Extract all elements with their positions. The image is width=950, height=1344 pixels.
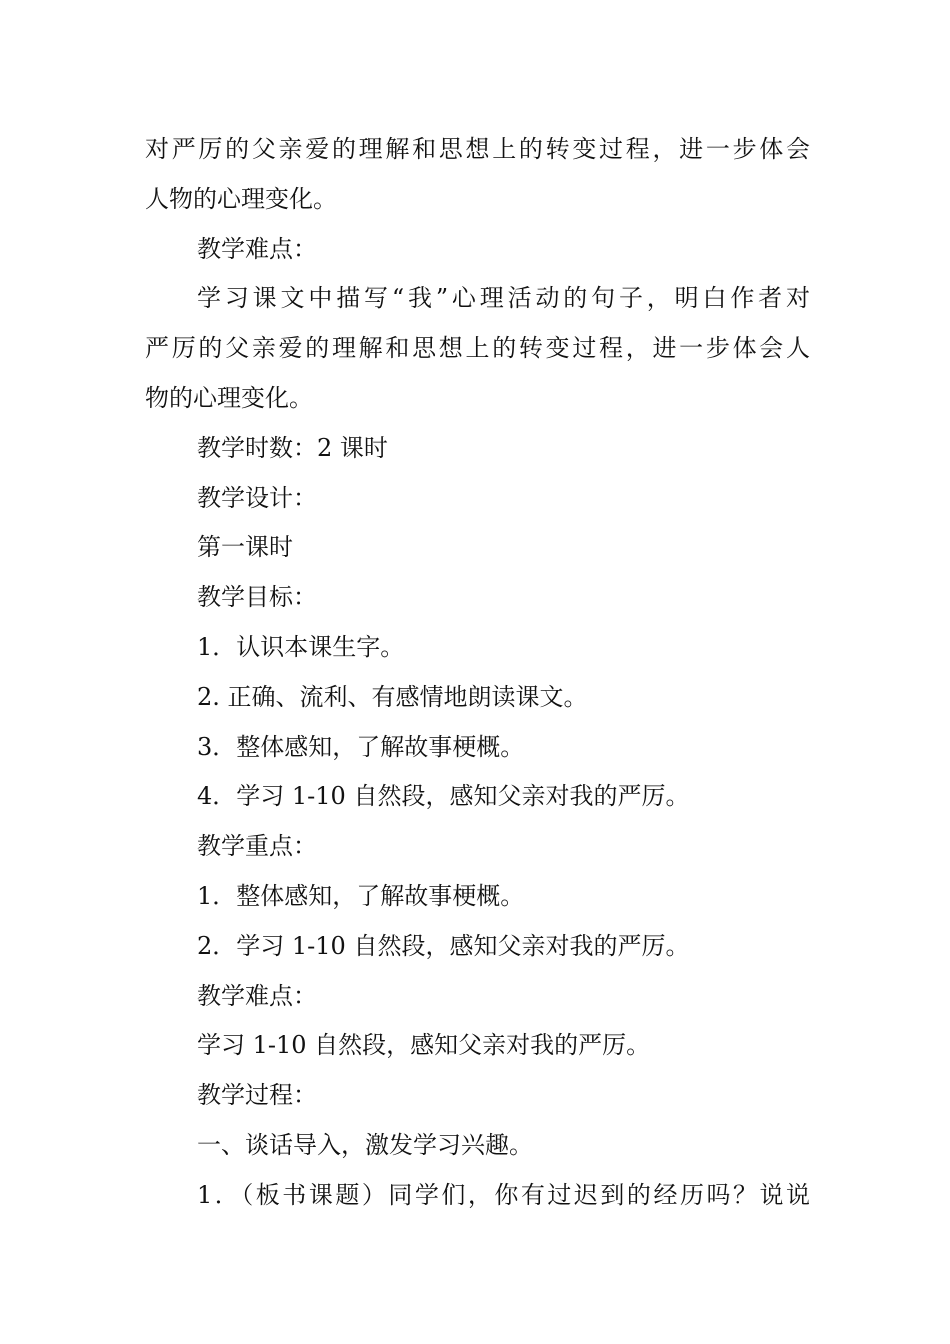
- section-heading: 教学难点：: [197, 234, 317, 263]
- paragraph-line: 严厉的父亲爱的理解和思想上的转变过程，进一步体会人: [145, 334, 810, 363]
- document-body: [145, 125, 810, 1221]
- paragraph-line: 1．（板书课题）同学们，你有过迟到的经历吗？说说: [197, 1180, 810, 1209]
- paragraph-line: 学习 1-10 自然段，感知父亲对我的严厉。: [197, 1031, 651, 1060]
- section-heading: 教学重点：: [197, 832, 317, 861]
- paragraph-line: 教学时数：2 课时: [197, 433, 388, 462]
- section-heading: 教学难点：: [197, 981, 317, 1010]
- list-item: 2．学习 1-10 自然段，感知父亲对我的严厉。: [197, 931, 690, 960]
- paragraph-line: 物的心理变化。: [145, 383, 313, 412]
- list-item: 1．整体感知，了解故事梗概。: [197, 881, 525, 910]
- paragraph-line: 人物的心理变化。: [145, 184, 337, 213]
- paragraph-line: 一、谈话导入，激发学习兴趣。: [197, 1130, 533, 1159]
- list-item: 4．学习 1-10 自然段，感知父亲对我的严厉。: [197, 782, 690, 811]
- list-item: 2. 正确、流利、有感情地朗读课文。: [197, 682, 588, 711]
- list-item: 3．整体感知，了解故事梗概。: [197, 732, 525, 761]
- paragraph-line: 对严厉的父亲爱的理解和思想上的转变过程，进一步体会: [145, 135, 810, 163]
- section-heading: 教学过程：: [197, 1081, 317, 1110]
- section-heading: 第一课时: [197, 533, 293, 562]
- section-heading: 教学设计：: [197, 483, 317, 512]
- list-item: 1．认识本课生字。: [197, 632, 405, 661]
- section-heading: 教学目标：: [197, 583, 317, 612]
- paragraph-line: 学习课文中描写“我”心理活动的句子，明白作者对: [197, 284, 810, 313]
